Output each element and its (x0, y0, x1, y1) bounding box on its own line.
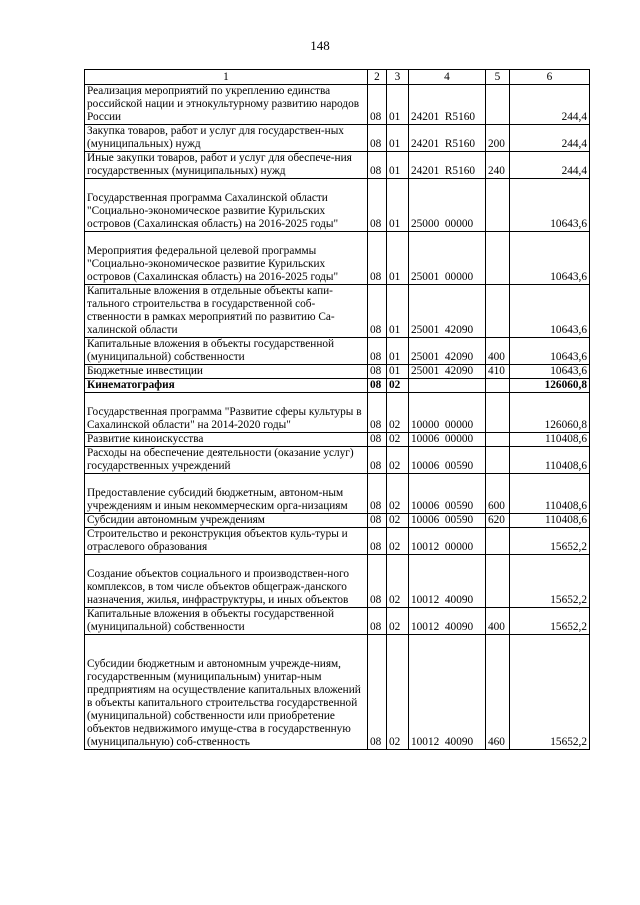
subsection-code-cell: 02 (387, 635, 409, 750)
section-code-cell: 08 (368, 393, 387, 433)
target-article-code-cell: 10012 00000 (409, 528, 486, 555)
expense-name-cell: Кинематография (85, 379, 368, 393)
section-code-cell: 08 (368, 474, 387, 514)
subsection-code-cell: 02 (387, 447, 409, 474)
section-code-cell: 08 (368, 528, 387, 555)
target-article-code-cell: 24201 R5160 (409, 125, 486, 152)
expense-name-cell: Субсидии бюджетным и автономным учрежде-ниям, государственным (муниципальным) унитар-ным предприятиям на осуществление капитальных вложений в объекты капитального строительства государственной (муниципальной) собственности или приобретение объектов недвижимого имуще-ства в государственную (муниципальную) соб-ственность (85, 635, 368, 750)
subsection-code-cell: 01 (387, 285, 409, 338)
table-row (85, 152, 590, 179)
expense-type-code-cell (486, 433, 510, 447)
column-header: 4 (409, 70, 486, 85)
subsection-code-cell: 01 (387, 365, 409, 379)
expense-name-cell: Расходы на обеспечение деятельности (оказание услуг) государственных учреждений (85, 447, 368, 474)
table-row (85, 379, 590, 393)
expense-type-code-cell (486, 285, 510, 338)
expense-name-cell: Реализация мероприятий по укреплению единства российской нации и этнокультурному развитию народов России (85, 85, 368, 125)
expense-name-cell: Иные закупки товаров, работ и услуг для обеспече-ния государственных (муниципальных) нужд (85, 152, 368, 179)
table-row (85, 365, 590, 379)
target-article-code-cell (409, 379, 486, 393)
section-code-cell: 08 (368, 179, 387, 232)
table-row (85, 232, 590, 285)
section-code-cell: 08 (368, 447, 387, 474)
subsection-code-cell: 02 (387, 474, 409, 514)
target-article-code-cell: 10012 40090 (409, 555, 486, 608)
section-code-cell: 08 (368, 433, 387, 447)
section-code-cell: 08 (368, 232, 387, 285)
table-row (85, 474, 590, 514)
target-article-code-cell: 25001 00000 (409, 232, 486, 285)
expense-name-cell: Предоставление субсидий бюджетным, автоном-ным учреждениям и иным некоммерческим орга-низациям (85, 474, 368, 514)
table-row (85, 179, 590, 232)
amount-cell: 110408,6 (510, 474, 590, 514)
subsection-code-cell: 01 (387, 338, 409, 365)
expense-name-cell: Развитие киноискусства (85, 433, 368, 447)
subsection-code-cell: 01 (387, 179, 409, 232)
expense-type-code-cell: 200 (486, 125, 510, 152)
table-row (85, 338, 590, 365)
expense-type-code-cell (486, 85, 510, 125)
subsection-code-cell: 02 (387, 379, 409, 393)
target-article-code-cell: 10000 00000 (409, 393, 486, 433)
expense-type-code-cell (486, 528, 510, 555)
expense-name-cell: Государственная программа Сахалинской области "Социально-экономическое развитие Курильских островов (Сахалинская область) на 2016-2025 годы" (85, 179, 368, 232)
target-article-code-cell: 25000 00000 (409, 179, 486, 232)
amount-cell: 244,4 (510, 152, 590, 179)
expense-name-cell: Закупка товаров, работ и услуг для государствен-ных (муниципальных) нужд (85, 125, 368, 152)
table-row (85, 555, 590, 608)
table-row (85, 433, 590, 447)
section-code-cell: 08 (368, 635, 387, 750)
target-article-code-cell: 25001 42090 (409, 365, 486, 379)
expense-name-cell: Строительство и реконструкция объектов куль-туры и отраслевого образования (85, 528, 368, 555)
amount-cell: 110408,6 (510, 514, 590, 528)
column-header: 2 (368, 70, 387, 85)
target-article-code-cell: 25001 42090 (409, 285, 486, 338)
amount-cell: 110408,6 (510, 433, 590, 447)
target-article-code-cell: 10012 40090 (409, 608, 486, 635)
expense-type-code-cell: 410 (486, 365, 510, 379)
target-article-code-cell: 10006 00000 (409, 433, 486, 447)
subsection-code-cell: 02 (387, 608, 409, 635)
amount-cell: 15652,2 (510, 635, 590, 750)
table-row (85, 635, 590, 750)
expense-name-cell: Капитальные вложения в отдельные объекты капи-тального строительства в государственной соб-ственности в рамках мероприятий по развитию Са-халинской области (85, 285, 368, 338)
expense-type-code-cell: 460 (486, 635, 510, 750)
expense-type-code-cell: 240 (486, 152, 510, 179)
amount-cell: 15652,2 (510, 555, 590, 608)
subsection-code-cell: 02 (387, 555, 409, 608)
section-code-cell: 08 (368, 125, 387, 152)
amount-cell: 10643,6 (510, 285, 590, 338)
expense-type-code-cell (486, 555, 510, 608)
expense-type-code-cell (486, 179, 510, 232)
target-article-code-cell: 10006 00590 (409, 474, 486, 514)
subsection-code-cell: 01 (387, 152, 409, 179)
amount-cell: 126060,8 (510, 393, 590, 433)
subsection-code-cell: 01 (387, 125, 409, 152)
amount-cell: 15652,2 (510, 608, 590, 635)
subsection-code-cell: 01 (387, 232, 409, 285)
expense-type-code-cell (486, 393, 510, 433)
amount-cell: 244,4 (510, 125, 590, 152)
table-row (85, 125, 590, 152)
expense-name-cell: Государственная программа "Развитие сферы культуры в Сахалинской области" на 2014-2020 годы" (85, 393, 368, 433)
expense-type-code-cell: 400 (486, 338, 510, 365)
amount-cell: 15652,2 (510, 528, 590, 555)
subsection-code-cell: 02 (387, 433, 409, 447)
section-code-cell: 08 (368, 285, 387, 338)
amount-cell: 10643,6 (510, 338, 590, 365)
target-article-code-cell: 24201 R5160 (409, 85, 486, 125)
table-row (85, 447, 590, 474)
table-header-row (85, 70, 590, 85)
column-header: 3 (387, 70, 409, 85)
section-code-cell: 08 (368, 365, 387, 379)
target-article-code-cell: 10006 00590 (409, 447, 486, 474)
expense-type-code-cell: 620 (486, 514, 510, 528)
target-article-code-cell: 24201 R5160 (409, 152, 486, 179)
expense-type-code-cell: 600 (486, 474, 510, 514)
amount-cell: 110408,6 (510, 447, 590, 474)
section-code-cell: 08 (368, 514, 387, 528)
amount-cell: 10643,6 (510, 179, 590, 232)
page-number: 148 (310, 38, 330, 53)
table-row (85, 85, 590, 125)
section-code-cell: 08 (368, 338, 387, 365)
subsection-code-cell: 02 (387, 393, 409, 433)
expense-name-cell: Капитальные вложения в объекты государственной (муниципальной) собственности (85, 608, 368, 635)
column-header: 5 (486, 70, 510, 85)
expense-type-code-cell (486, 232, 510, 285)
table-row (85, 514, 590, 528)
expense-name-cell: Субсидии автономным учреждениям (85, 514, 368, 528)
amount-cell: 244,4 (510, 85, 590, 125)
expense-name-cell: Создание объектов социального и производствен-ного комплексов, в том числе объектов общеграж-данского назначения, жилья, инфраструктуры, и иных объектов (85, 555, 368, 608)
table-row (85, 285, 590, 338)
expense-name-cell: Бюджетные инвестиции (85, 365, 368, 379)
subsection-code-cell: 01 (387, 85, 409, 125)
expense-type-code-cell (486, 447, 510, 474)
amount-cell: 126060,8 (510, 379, 590, 393)
subsection-code-cell: 02 (387, 528, 409, 555)
table-row (85, 528, 590, 555)
column-header: 1 (85, 70, 368, 85)
expense-type-code-cell (486, 379, 510, 393)
target-article-code-cell: 25001 42090 (409, 338, 486, 365)
amount-cell: 10643,6 (510, 232, 590, 285)
table-row (85, 393, 590, 433)
column-header: 6 (510, 70, 590, 85)
expense-type-code-cell: 400 (486, 608, 510, 635)
amount-cell: 10643,6 (510, 365, 590, 379)
table-row (85, 608, 590, 635)
section-code-cell: 08 (368, 608, 387, 635)
section-code-cell: 08 (368, 152, 387, 179)
subsection-code-cell: 02 (387, 514, 409, 528)
section-code-cell: 08 (368, 85, 387, 125)
target-article-code-cell: 10012 40090 (409, 635, 486, 750)
budget-table (84, 69, 590, 750)
target-article-code-cell: 10006 00590 (409, 514, 486, 528)
section-code-cell: 08 (368, 555, 387, 608)
expense-name-cell: Мероприятия федеральной целевой программы "Социально-экономическое развитие Курильских островов (Сахалинская область) на 2016-2025 годы" (85, 232, 368, 285)
expense-name-cell: Капитальные вложения в объекты государственной (муниципальной) собственности (85, 338, 368, 365)
section-code-cell: 08 (368, 379, 387, 393)
